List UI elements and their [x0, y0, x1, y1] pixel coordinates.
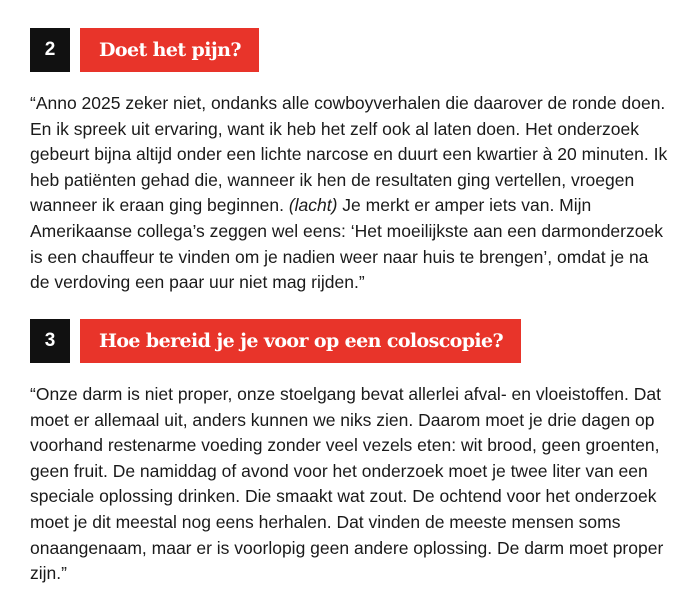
section-title: Doet het pijn? — [80, 28, 259, 72]
faq-section-3 — [30, 319, 670, 587]
section-answer-text — [30, 91, 670, 296]
answer-italic-aside: (lacht) — [288, 195, 338, 216]
answer-text-part1: “Anno 2025 zeker niet, ondanks alle cowboyverhalen die daarover de ronde doen. En ik spreek uit ervaring, want ik heb het zelf ook al laten doen. Het onderzoek gebeurt bijna altijd onder een lichte narcose en duurt een kwartier à 20 minuten. Ik heb patiënten gehad die, wanneer ik hen de resultaten ging vertellen, vroegen wanneer ik eraan ging beginnen. — [30, 93, 668, 216]
section-answer-text: “Onze darm is niet proper, onze stoelgang bevat allerlei afval- en vloeistoffen. Dat moet er allemaal uit, anders kunnen we niks zien. Daarom moet je drie dagen op voorhand restenarme voeding zonder veel vezels eten: wit brood, geen groenten, geen fruit. De namiddag of avond voor het onderzoek moet je twee liter van een speciale oplossing drinken. Die smaakt wat zout. De ochtend voor het onderzoek moet je dit meestal nog eens herhalen. Dat vinden de meeste mensen soms onaangenaam, maar er is voorlopig geen andere oplossing. De darm moet proper zijn.” — [30, 384, 664, 584]
section-number-badge: 3 — [30, 319, 70, 363]
section-number-badge: 2 — [30, 28, 70, 72]
faq-section-2 — [30, 28, 670, 296]
section-title: Hoe bereid je je voor op een coloscopie? — [80, 319, 521, 363]
answer-text-part2: Je merkt er amper iets van. Mijn Amerikaanse collega’s zeggen wel eens: ‘Het moeilijkste aan een darmonderzoek is een chauffeur te vinden om je nadien weer naar huis te brengen’, omdat je na de verdoving een paar uur niet mag rijden.” — [30, 195, 663, 293]
section-heading — [30, 319, 670, 363]
section-heading — [30, 28, 670, 72]
